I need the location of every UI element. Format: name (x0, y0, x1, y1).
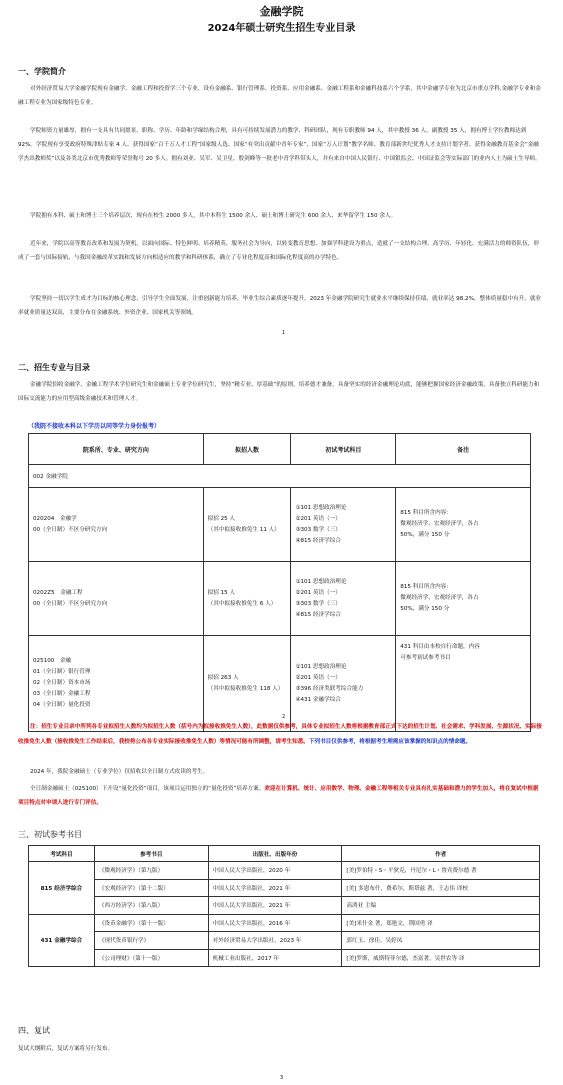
table-row (29, 488, 531, 562)
quota-line: （其中拟接收推免生 118 人） (207, 685, 284, 692)
quota-cell (203, 488, 291, 562)
fulltime-note: 2024 年，我院金融硕士（专业学位）仅招收以全日制方式攻读的考生。 (30, 769, 209, 775)
exams-cell (291, 636, 396, 732)
exam-line: ①101 思想政治理论 (295, 504, 347, 511)
publisher-cell: 中国人民大学出版社，2016 年 (208, 914, 342, 932)
remark-line: 815 科目所含内容： (400, 510, 452, 516)
intro-paragraph-3: 学院拥有本科、硕士和博士三个培养层次，现有在校生 2000 多人，其中本科生 1500 余人、硕士和博士研究生 600 余人、来华留学生 150 余人。 (30, 213, 397, 219)
table-header-row (29, 434, 531, 465)
publisher-cell: 机械工业出版社，2017 年 (208, 949, 342, 967)
section2-heading: 二、招生专业与目录 (18, 363, 90, 372)
book-cell: 《西方经济学》（第八版） (94, 897, 208, 915)
subject-cell: 815 经济学综合 (29, 862, 95, 915)
major-line: 04（全日制）量化投资 (33, 702, 91, 708)
col-header-subject: 考试科目 (29, 846, 95, 862)
quant-program-note (18, 782, 543, 810)
table-row (29, 879, 540, 897)
major-line: 025100 金融 (33, 658, 72, 664)
remark-line: 50%，满分 150 分 (400, 606, 450, 612)
intro-paragraph-2: 学院师资力量雄厚，拥有一支具有共同愿景，职称、学历、年龄和学缘结构合理，具有可持续发展潜力的教学、科研团队，现有专职教师 94 人，其中教授 36 人，副教授 35 人，拥有博士学位教师达到 92%。学院现有享受政府特殊津贴专家 4 人、获得国家“百千万人才工程”国家级人选、国家“有突出贡献中青年专家”、国家“万人计划”教学名师、教育部新世纪优秀人才支持计划学者、获得金融教育基金会“金融学杰出教师奖”以及各类北京市优秀教师等荣誉称号 20 多人。拥有刘亚、吴军、吴卫星、殷剑峰等一批老中青学科带头人，并有来自中国人民银行、中国银监会、中国证监会等实际部门的业内人士为硕士生导师。 (18, 128, 541, 163)
quota-line: （其中拟接收推免生 11 人） (207, 526, 280, 533)
remark-cell (396, 562, 531, 636)
table-row (29, 914, 540, 932)
publisher-cell: 中国人民大学出版社，2021 年 (208, 879, 342, 897)
col-header-quota: 拟招人数 (203, 434, 291, 465)
exam-line: ④815 经济学综合 (295, 537, 341, 544)
remark-cell (396, 636, 531, 732)
book-disclaimer-text: 下列书目仅供参考，将根据考生理需应该掌握的知识点的情命题。 (308, 738, 472, 745)
quota-cell (203, 636, 291, 732)
quota-disclaimer-text: 注：招生专业目录中所列各专业拟招生人数均为拟招生人数（括号内为拟接收推免生人数），此数据仅供参考，具体专业拟招生人数将根据教育部正式下达的招生计划、社会需求、学科发展、生源状况、实际接收推免生人数（接收推免生工作结束后，我校将公布各专业实际接收推免生人数）等情况可能有所调整，请考生知悉。 (18, 724, 542, 745)
major-cell (29, 636, 204, 732)
quota-line: （其中拟接收推免生 6 人） (207, 600, 277, 607)
book-cell: 《货币金融学》（第十一版） (94, 914, 208, 932)
remark-line: 50%，满分 150 分 (400, 532, 450, 538)
table-row (29, 932, 540, 950)
table-row (29, 862, 540, 880)
col-header-remark: 备注 (396, 434, 531, 465)
exams-cell (291, 488, 396, 562)
major-cell (29, 488, 204, 562)
exam-line: ①101 思想政治理论 (295, 578, 347, 585)
remark-line: 可参考初试参考书目 (400, 655, 451, 661)
col-header-exams: 初试考试科目 (291, 434, 396, 465)
exam-line: ②201 英语（一） (295, 589, 341, 596)
author-cell: 郭红玉、徐佳、吴婷凤 (342, 932, 540, 950)
reference-books-table (28, 845, 540, 967)
exam-line: ②201 英语（一） (295, 515, 341, 522)
author-cell: 高鸿业 主编 (342, 897, 540, 915)
quant-program-highlight: 欢迎在计算机、统计、应用数学、物理、金融工程等相关专业具有扎实基础和潜力的学生加入，将在复试中根据项目特点对申请人进行专门评估。 (18, 786, 539, 807)
remark-cell (396, 488, 531, 562)
remark-line: 815 科目所含内容： (400, 584, 452, 590)
exam-line: ②201 英语（一） (295, 674, 341, 681)
exam-line: ③303 数学（三） (295, 526, 341, 533)
major-line: 020204 金融学 (33, 515, 77, 522)
table-row (29, 562, 531, 636)
table-header-row (29, 846, 540, 862)
dept-row (29, 465, 531, 488)
publisher-cell: 中国人民大学出版社，2020 年 (208, 862, 342, 880)
exam-line: ④431 金融学综合 (295, 696, 341, 703)
table-row (29, 949, 540, 967)
section3-heading: 三、初试参考书目 (18, 830, 82, 839)
book-cell: 《宏观经济学》（第十二版） (94, 879, 208, 897)
table-row (29, 636, 531, 732)
intro-paragraph-5: 学院坚持一切以学生成才为目标的核心理念，引导学生全面发展，注重创新能力培养，毕业生综合素质逐年提升。2023 年金融学院研究生就业水平继续保持佳绩，就业率达 98.2%，整体质量稳中有升，就业率就业质量达双高，主要分布在金融系统、外资企业、国家机关等领域。 (18, 296, 542, 317)
quota-line: 拟招 263 人 (207, 674, 239, 681)
major-line: 02（全日制）资本市场 (33, 680, 91, 686)
quota-cell (203, 562, 291, 636)
section1-heading: 一、学院简介 (18, 67, 66, 76)
major-line: 0202Z5 金融工程 (33, 589, 83, 596)
exams-cell (291, 562, 396, 636)
col-header-author: 作者 (342, 846, 540, 862)
intro-paragraph-4: 近年来，学院以高等教育改革和发展为契机，以面向国际、特色鲜明、培养精英、服务社会为导向，以转变教育思想、加强学科建设为重点，造就了一支结构合理、高学历、年轻化、充满活力的师资队伍，形成了一套与国际接轨、与我国金融改革实践和发展方向相适应的教学和科研体系，确立了专业化程度高和国际化程度高的办学特色。 (18, 241, 540, 262)
table-row (29, 897, 540, 915)
exam-line: ③303 数学（三） (295, 600, 341, 607)
major-cell (29, 562, 204, 636)
program-intro: 金融学院招收金融学、金融工程学术学位研究生和金融硕士专业学位研究生，坚持“精专业、厚基础”的原则，培养德才兼备，具备坚实的经济金融理论功底，能够把握国家经济金融政策，具备独立科研能力和国际交流能力的应用型高级金融技术和管理人才。 (18, 382, 540, 403)
school-name: 金融学院 (259, 5, 304, 18)
page-number-2: 2 (282, 714, 286, 720)
major-line: 01（全日制）银行管理 (33, 669, 91, 675)
retest-note: 复试大纲附后，复试方案将另行发布。 (18, 1046, 114, 1052)
dept-cell: 002 金融学院 (29, 465, 531, 488)
exam-line: ①101 思想政治理论 (295, 663, 347, 670)
author-cell: [美] 多恩布什，费希尔，斯塔兹 著，王志伟 译校 (342, 879, 540, 897)
section4-heading: 四、复试 (18, 1026, 50, 1035)
page-number-1: 1 (282, 330, 286, 336)
catalog-title: 2024年硕士研究生招生专业目录 (207, 23, 356, 34)
author-cell: [美]米什金 著，郑艳文，荆国勇 译 (342, 914, 540, 932)
quota-disclaimer (18, 720, 543, 749)
major-line: 00（全日制）不区分研究方向 (33, 526, 108, 533)
author-cell: [美]罗伯特・S・平狄克，丹尼尔・L・鲁宾费尔德 著 (342, 862, 540, 880)
author-cell: [美]罗斯，威斯特菲尔德，杰富著，吴世农等 译 (342, 949, 540, 967)
remark-line: 431 科目由本校自行命题，内容 (400, 644, 480, 650)
publisher-cell: 中国人民大学出版社，2021 年 (208, 897, 342, 915)
book-cell: 《现代货币银行学》 (94, 932, 208, 950)
quota-line: 拟招 25 人 (207, 515, 236, 522)
col-header-publisher: 出版社、出版年份 (208, 846, 342, 862)
publisher-cell: 对外经济贸易大学出版社，2023 年 (208, 932, 342, 950)
quant-program-text: 全日制金融硕士（025100）下开设“量化投资”项目，该项目运用独立的“量化投资”培养方案。 (30, 786, 265, 792)
quota-line: 拟招 15 人 (207, 589, 236, 596)
major-line: 03（全日制）金融工程 (33, 691, 91, 697)
col-header-book: 参考书目 (94, 846, 208, 862)
eligibility-note: （我院不接收本科以下学历以同等学力身份报考） (28, 423, 161, 430)
subject-cell: 431 金融学综合 (29, 914, 95, 967)
remark-line: 微观经济学、宏观经济学，各占 (400, 521, 479, 527)
col-header-program: 院系所、专业、研究方向 (29, 434, 204, 465)
exam-line: ③396 经济类联考综合能力 (295, 685, 364, 692)
exam-line: ④815 经济学综合 (295, 611, 341, 618)
program-catalog-table (28, 433, 531, 732)
intro-paragraph-1: 对外经济贸易大学金融学院现有金融学、金融工程和投资学三个专业，设有金融系、银行管理系、投资系、应用金融系、金融工程系和金融科技系六个学系，其中金融学专业为北京市重点学科,金融学专业和金融工程专业为国家级特色专业。 (18, 86, 541, 107)
book-cell: 《微观经济学》（第九版） (94, 862, 208, 880)
major-line: 00（全日制）不区分研究方向 (33, 600, 108, 607)
page-number-3: 3 (280, 1075, 284, 1081)
book-cell: 《公司理财》（第十一版） (94, 949, 208, 967)
remark-line: 微观经济学、宏观经济学，各占 (400, 595, 479, 601)
